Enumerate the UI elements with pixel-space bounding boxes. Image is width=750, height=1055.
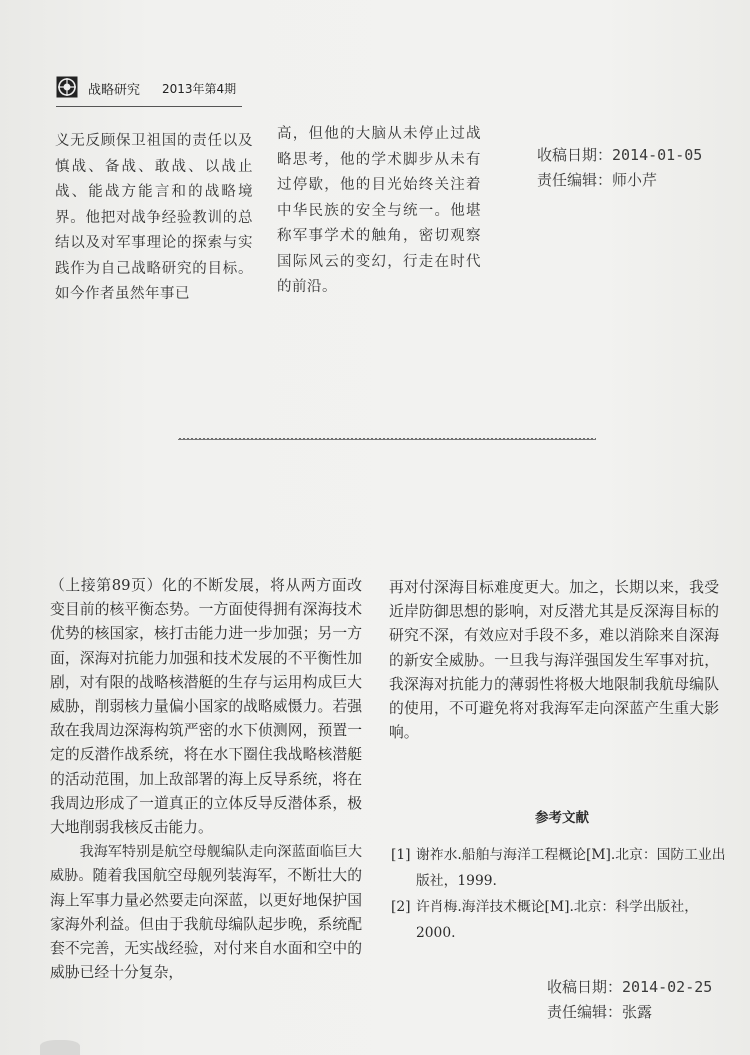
bottom-article-meta bbox=[547, 975, 712, 1025]
journal-logo-icon bbox=[56, 76, 78, 98]
paragraph-text: 随着我国航空母舰列装海军，不断壮大的海上军事力量必然要走向深蓝，以更好地保护国家海外利益。但由于我航母编队起步晚，系统配套不完善，无实战经验，对付来自水面和空中的威胁已经十分复杂， bbox=[50, 867, 362, 982]
reference-item bbox=[391, 842, 731, 894]
received-date: 收稿日期：2014-01-05 bbox=[537, 146, 703, 164]
responsible-editor: 责任编辑：师小芹 bbox=[537, 171, 658, 189]
reference-number: [1] bbox=[391, 847, 411, 863]
top-left-column: 义无反顾保卫祖国的责任以及慎战、备战、敢战、以战止战、能战方能言和的战略境界。他把对战争经验教训的总结以及对军事理论的探索与实践作为自己战略研究的目标。如今作者虽然年事已 bbox=[55, 133, 253, 302]
received-date: 收稿日期：2014-02-25 bbox=[547, 978, 713, 996]
responsible-editor: 责任编辑：张露 bbox=[547, 1003, 653, 1021]
reference-text: 许肖梅.海洋技术概论[M].北京：科学出版社，2000. bbox=[416, 899, 699, 941]
emphasis-sentence: 我海军特别是航空母舰编队走向深蓝面临巨大威胁。 bbox=[50, 844, 362, 885]
body-paragraph: （上接第89页）化的不断发展，将从两方面改变目前的核平衡态势。一方面使得拥有深海技术优势的核国家，核打击能力进一步加强；另一方面，深海对抗能力加强和技术发展的不平衡性加剧，对有限的战略核潜艇的生存与运用构成巨大威胁，削弱核力量偏小国家的战略威慑力。若强敌在我周边深海构筑严密的水下侦测网，预置一定的反潜作战系统，将在水下圈住我战略核潜艇的活动范围，加上敌部署的海上反导系统，将在我周边形成了一道真正的立体反导反潜体系，极大地削弱我核反击能力。 bbox=[50, 577, 362, 837]
reference-text: 谢祚水.船舶与海洋工程概论[M].北京：国防工业出版社，1999. bbox=[416, 847, 726, 889]
page-shadow bbox=[40, 1040, 80, 1055]
top-article-meta bbox=[537, 143, 702, 193]
bottom-left-column bbox=[50, 574, 362, 985]
body-paragraph bbox=[50, 840, 362, 985]
section-divider bbox=[178, 437, 596, 441]
reference-item bbox=[391, 894, 731, 946]
bottom-right-column bbox=[389, 576, 719, 745]
reference-number: [2] bbox=[391, 899, 411, 915]
issue-number: 2013年第4期 bbox=[162, 82, 237, 96]
references-heading: 参考文献 bbox=[535, 810, 589, 826]
page-header bbox=[56, 74, 242, 107]
journal-name: 战略研究 bbox=[88, 83, 141, 98]
body-paragraph: 再对付深海目标难度更大。加之，长期以来，我受近岸防御思想的影响，对反潜尤其是反深海目标的研究不深，有效应对手段不多，难以消除来自深海的新安全威胁。一旦我与海洋强国发生军事对抗，我深海对抗能力的薄弱性将极大地限制我航母编队的使用，不可避免将对我海军走向深蓝产生重大影响。 bbox=[389, 579, 719, 742]
top-middle-column: 高，但他的大脑从未停止过战略思考，他的学术脚步从未有过停歇，他的目光始终关注着中华民族的安全与统一。他堪称军事学术的触角，密切观察国际风云的变幻，行走在时代的前沿。 bbox=[277, 126, 481, 295]
